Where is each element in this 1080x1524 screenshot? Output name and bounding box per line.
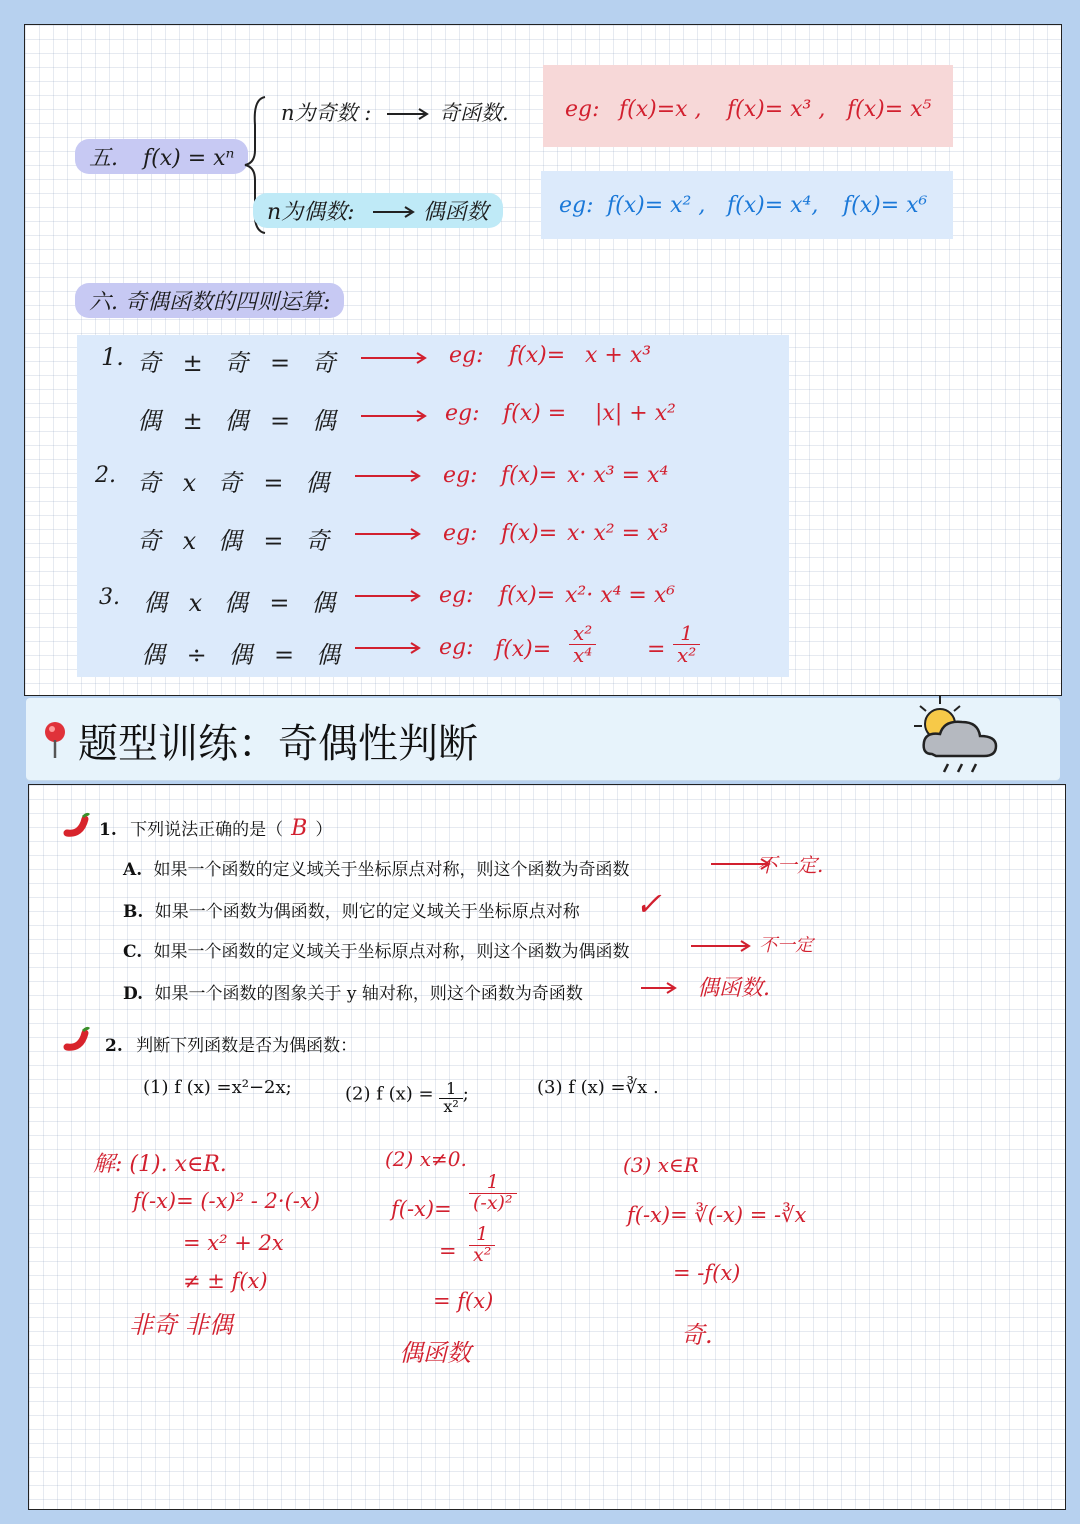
option-text: 如果一个函数的定义域关于坐标原点对称，则这个函数为奇函数 [153,860,630,880]
arrow-icon [353,469,423,483]
rule-eg: eg: [449,343,484,368]
frac-den: x² [677,643,697,667]
solution-2-line-3: = f(x) [433,1289,494,1313]
fraction-x2-x4 [569,623,596,666]
arrow-icon [689,939,753,953]
even-result: 偶函数 [422,200,489,225]
odd-example-1: f(x)=x , [619,97,702,122]
frac-den: (-x)² [473,1191,513,1214]
q1-stem-line [99,815,332,841]
rule-rhs: x· x³ = x⁴ [567,463,669,488]
q1-option-a [123,855,630,880]
solution-1-conclusion: 非奇 非偶 [129,1311,233,1339]
chili-icon [63,1025,91,1053]
rule-num: 3. [99,585,120,610]
q1-option-b [123,897,580,922]
rule-text: 偶 x 偶 = 偶 [143,589,336,617]
arrow-icon [371,205,417,219]
rule-text: 奇 x 奇 = 偶 [137,469,330,497]
q1-number: 1. [99,820,117,840]
solution-2-head: (2) x≠0. [385,1147,467,1171]
even-example-3: f(x)= x⁶ [843,193,928,218]
section5-label: 五. [89,146,118,171]
odd-result: 奇函数. [439,101,509,125]
option-a-note: 不一定. [757,853,824,877]
option-text: 如果一个函数的图象关于 y 轴对称，则这个函数为奇函数 [154,984,583,1004]
rule-rhs: x· x² = x³ [567,521,669,546]
rule-text: 偶 ± 偶 = 偶 [137,407,336,435]
option-label: D. [123,984,144,1004]
solution-1-line-3: ≠ ± f(x) [183,1269,268,1293]
solution-2-conclusion: 偶函数 [399,1339,471,1367]
rule-lhs: f(x)= [495,637,552,662]
rule-rhs: |x| + x² [595,401,676,426]
frac-num: x² [569,623,596,645]
even-example-2: f(x)= x⁴, [727,193,819,218]
q2-part-1: (1) f (x) =x²−2x; [143,1077,292,1098]
rule-rhs: x²· x⁴ = x⁶ [565,583,676,608]
section5-pill [75,139,248,174]
frac-den: x² [473,1243,492,1266]
solution-2-lhs: f(-x)= [391,1197,452,1221]
solution-2-eq: = [439,1239,457,1263]
frac-num: 1 [673,623,700,645]
checkmark-icon: ✓ [635,885,662,923]
option-text: 如果一个函数的定义域关于坐标原点对称，则这个函数为偶函数 [153,942,630,962]
rule-text: 偶 ÷ 偶 = 偶 [141,641,340,669]
notes-panel-top [24,24,1062,696]
arrow-icon [359,351,429,365]
banner-title: 题型训练：奇偶性判断 [78,721,478,767]
frac-den: x² [443,1096,459,1116]
q2-stem-line [105,1031,357,1056]
q1-close: ） [315,820,333,840]
arrow-icon [639,981,679,995]
rule-lhs: f(x)= [501,521,558,546]
chili-icon [63,811,91,839]
rule-rhs: x + x³ [585,343,652,368]
q1-answer: B [291,816,308,841]
q2-stem: 判断下列函数是否为偶函数： [136,1036,358,1056]
solution-3-line-2: = -f(x) [673,1261,741,1285]
q2-number: 2. [105,1036,123,1056]
sun-cloud-rain-icon [910,692,1010,778]
section6-title: 六. 奇偶函数的四则运算: [75,283,344,318]
option-label: A. [123,860,143,880]
rule-eq: = [647,637,666,662]
arrow-icon [385,107,431,121]
arrow-icon [353,641,423,655]
rule-lhs: f(x)= [501,463,558,488]
q1-option-c [123,937,630,962]
solution-3-conclusion: 奇. [681,1321,713,1349]
solution-2-frac-1 [469,1173,517,1214]
q2-part-3: (3) f (x) =∛x . [537,1077,659,1098]
q2-part-2-lhs: (2) f (x) = [345,1083,434,1105]
q2-part-2 [345,1077,469,1116]
arrow-icon [353,527,423,541]
arrow-icon [353,589,423,603]
option-c-note: 不一定 [759,935,813,956]
fraction-1-x2 [673,623,700,666]
rule-lhs: f(x) = [503,401,567,426]
rule-eg: eg: [443,463,478,488]
frac-den: x⁴ [573,643,593,667]
frac-num: 1 [469,1173,517,1194]
q1-stem: 下列说法正确的是（ [130,820,284,840]
rule-lhs: f(x)= [509,343,566,368]
frac-num: 1 [439,1081,462,1099]
even-case: n为偶数: [267,200,355,225]
odd-case: n为奇数 : [281,101,372,125]
rule-lhs: f(x)= [499,583,556,608]
section5-func: f(x) = xⁿ [143,146,235,171]
rule-eg: eg: [439,635,474,660]
arrow-icon [359,409,429,423]
map-pin-icon [42,720,68,760]
odd-example-2: f(x)= x³ , [727,97,826,122]
odd-example-3: f(x)= x⁵ [847,97,932,122]
solution-3-line-1: f(-x)= ∛(-x) = -∛x [627,1203,807,1227]
solution-1-line-2: = x² + 2x [183,1231,284,1255]
solution-2-frac-2 [469,1225,495,1266]
rule-eg: eg: [445,401,480,426]
rule-text: 奇 x 偶 = 奇 [137,527,330,555]
even-eg-label: eg: [559,193,594,218]
frac-num: 1 [469,1225,495,1246]
option-label: B. [123,902,144,922]
solution-1-head: 解: (1). x∈R. [93,1152,227,1177]
rule-eg: eg: [439,583,474,608]
option-d-note: 偶函数. [697,976,770,1001]
rule-num: 2. [95,463,116,488]
odd-eg-label: eg: [565,97,600,122]
section-banner [26,698,1060,780]
exercise-panel [28,784,1066,1510]
option-label: C. [123,942,143,962]
rule-eg: eg: [443,521,478,546]
solution-1-line-1: f(-x)= (-x)² - 2·(-x) [133,1189,320,1213]
rule-num: 1. [101,343,124,371]
solution-3-head: (3) x∈R [623,1153,699,1177]
q2-part-2-end: ; [462,1083,469,1105]
option-text: 如果一个函数为偶函数，则它的定义域关于坐标原点对称 [154,902,580,922]
q1-option-d [123,979,583,1004]
rule-text: 奇 ± 奇 = 奇 [137,349,336,377]
even-example-1: f(x)= x² , [607,193,706,218]
